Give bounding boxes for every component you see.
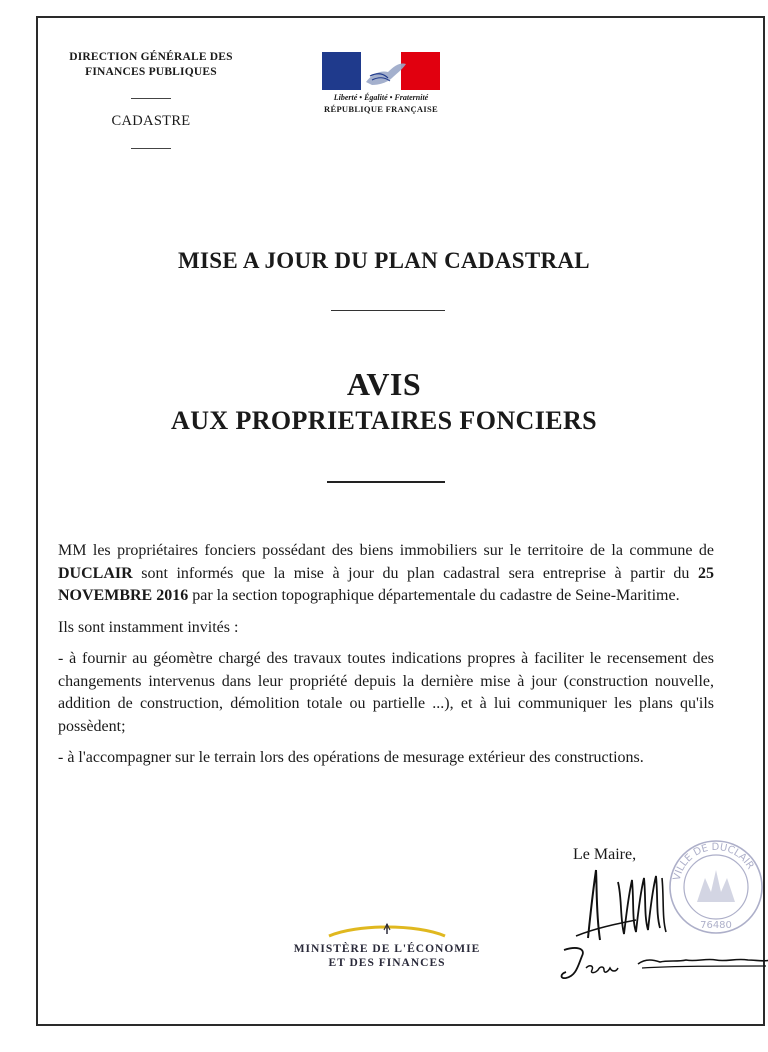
commune-name: DUCLAIR xyxy=(58,564,133,582)
notice-heading: MISE A JOUR DU PLAN CADASTRAL xyxy=(178,248,590,273)
title-divider xyxy=(331,310,445,311)
notice-paragraph-item-1: - à fournir au géomètre chargé des travaux toutes indications propres à faciliter le recensement des changements intervenus dans leur propriété depuis la dernière mise à jour (construction nouvelle, addition de construction, démolition totale ou partielle ...), et à lui communiquer les plans qu'ils possèdent; xyxy=(58,650,714,735)
republic-motto: Liberté • Égalité • Fraternité xyxy=(333,93,429,102)
stamp-postal-code: 76480 xyxy=(700,920,732,931)
administration-header xyxy=(56,50,246,149)
ministry-logo xyxy=(282,918,492,970)
subtitle-divider xyxy=(327,481,445,483)
marianne-flag-icon xyxy=(322,52,440,90)
stamp-town-name-path: VILLE DE DUCLAIR xyxy=(671,841,756,882)
notice-paragraph-intro xyxy=(58,540,714,608)
service-name: CADASTRE xyxy=(111,113,191,129)
notice-paragraph-invitation: Ils sont instamment invités : xyxy=(58,618,239,636)
handwritten-name-icon xyxy=(556,942,768,986)
avis-title: AVIS xyxy=(346,366,422,402)
avis-subtitle: AUX PROPRIETAIRES FONCIERS xyxy=(171,406,597,435)
mayor-label: Le Maire, xyxy=(573,846,637,863)
stamp-town-name xyxy=(672,842,756,882)
ministry-name-line2: ET DES FINANCES xyxy=(328,957,446,969)
ministry-name-line1: MINISTÈRE DE L'ÉCONOMIE xyxy=(293,943,481,955)
department-name-line1: DIRECTION GÉNÉRALE DES xyxy=(69,51,233,63)
notice-body xyxy=(58,540,714,779)
republique-francaise-logo xyxy=(318,52,444,114)
ministry-arc-icon xyxy=(287,918,487,942)
department-name-line2: FINANCES PUBLIQUES xyxy=(85,66,217,78)
start-date: 25 NOVEMBRE 2016 xyxy=(58,564,714,604)
intro-text-a: MM les propriétaires fonciers possédant des biens immobiliers sur le territoire de la commune de xyxy=(58,542,714,559)
header-divider-lower xyxy=(131,148,171,149)
town-stamp-icon xyxy=(667,838,765,936)
republic-name: RÉPUBLIQUE FRANÇAISE xyxy=(324,104,438,114)
intro-text-b: sont informés que la mise à jour du plan cadastral sera entreprise à partir du xyxy=(132,564,698,582)
header-divider xyxy=(131,98,171,99)
intro-text-c: par la section topographique départementale du cadastre de Seine-Maritime. xyxy=(188,587,680,604)
notice-paragraph-item-2: - à l'accompagner sur le terrain lors des opérations de mesurage extérieur des constructions. xyxy=(58,749,644,766)
